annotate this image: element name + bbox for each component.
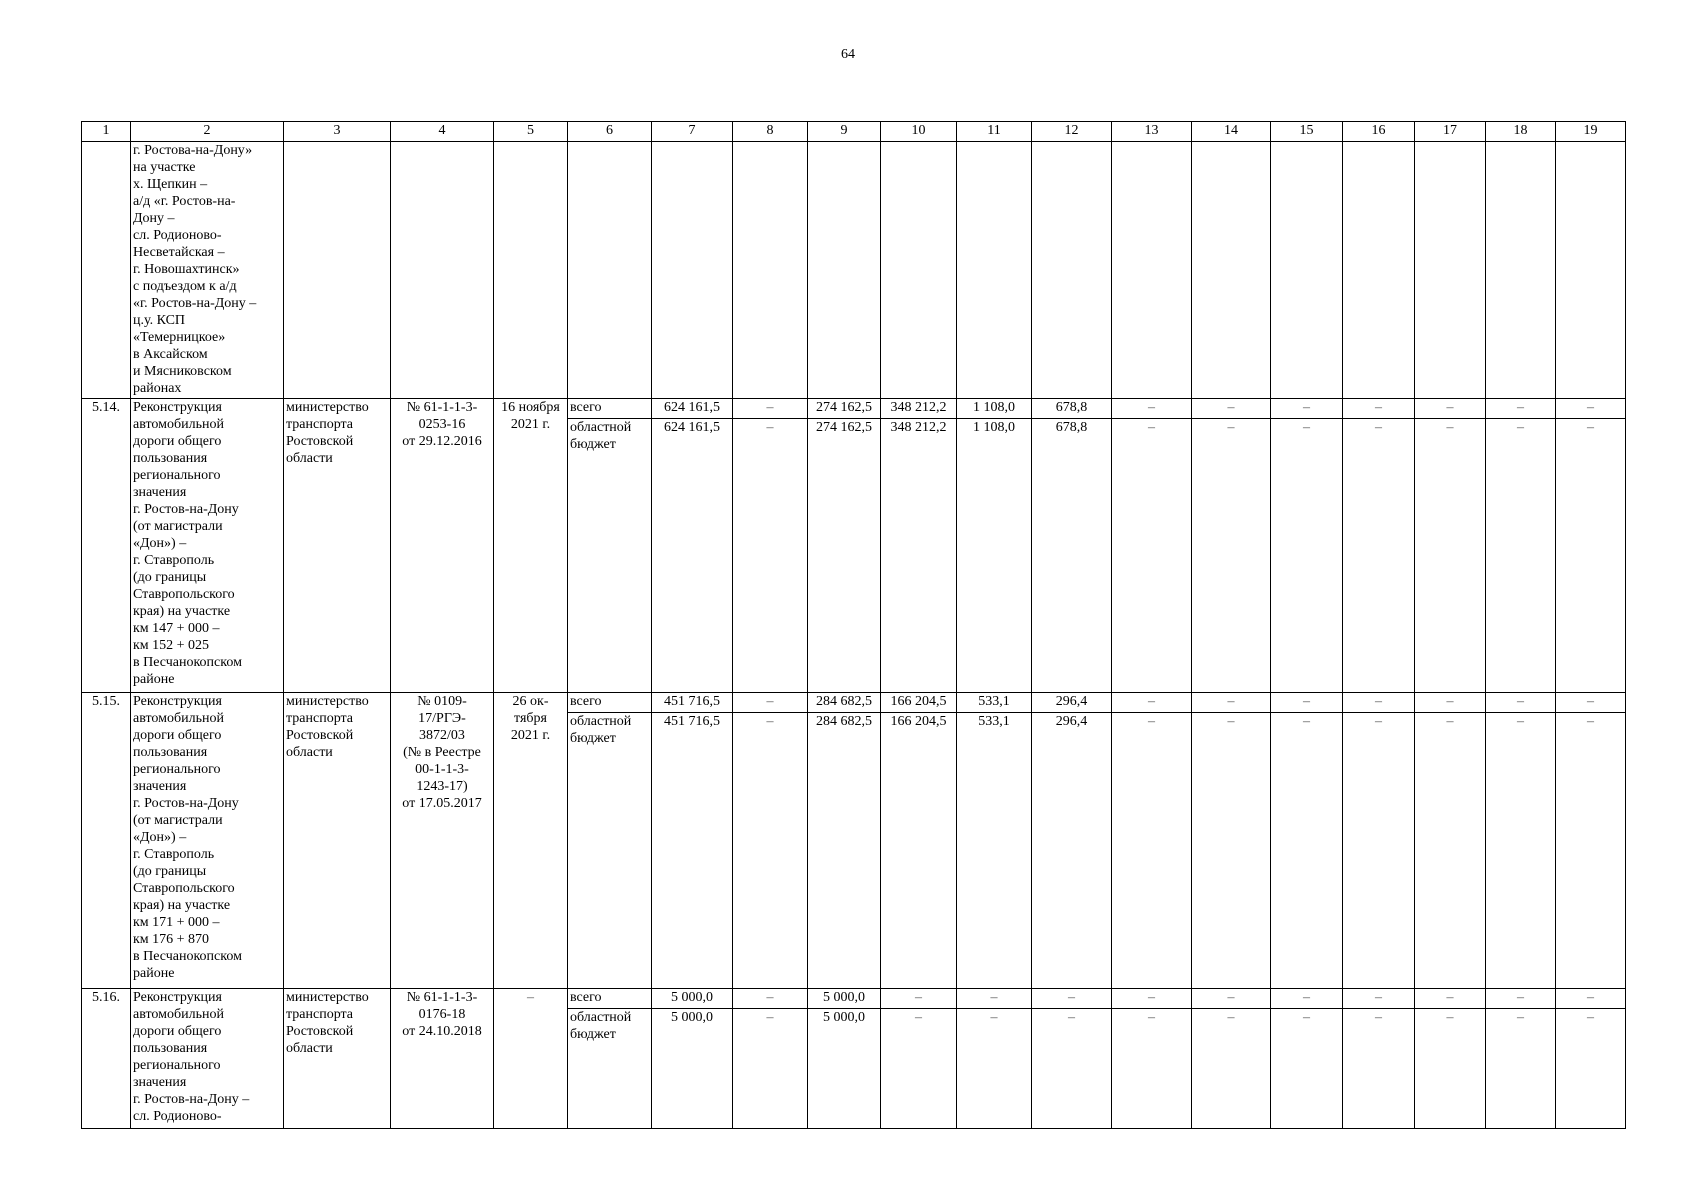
value-cell: 1 108,0 [957, 399, 1032, 419]
column-number-1: 1 [82, 122, 131, 142]
item-number-cell: 5.15. [82, 693, 131, 989]
value-cell: – [1032, 1009, 1112, 1129]
value-cell: 296,4 [1032, 693, 1112, 713]
column-number-5: 5 [494, 122, 568, 142]
value-cell: – [1192, 399, 1271, 419]
empty-cell [1271, 142, 1343, 399]
funding-source-cell: всего [568, 399, 652, 419]
value-cell: – [1556, 989, 1626, 1009]
value-cell: – [1271, 989, 1343, 1009]
column-number-15: 15 [1271, 122, 1343, 142]
empty-cell [568, 142, 652, 399]
table-row [82, 989, 1626, 1009]
continuation-row [82, 142, 1626, 399]
expertise-cell: № 0109- 17/РГЭ- 3872/03 (№ в Реестре 00-1-1-3- 1243-17) от 17.05.2017 [391, 693, 494, 989]
empty-cell [652, 142, 733, 399]
header-row [82, 122, 1626, 142]
value-cell: – [1271, 693, 1343, 713]
value-cell: – [1486, 399, 1556, 419]
column-number-7: 7 [652, 122, 733, 142]
value-cell: – [881, 989, 957, 1009]
empty-cell [1192, 142, 1271, 399]
column-number-6: 6 [568, 122, 652, 142]
value-cell: – [957, 989, 1032, 1009]
value-cell: – [1486, 419, 1556, 693]
empty-cell [1486, 142, 1556, 399]
column-number-12: 12 [1032, 122, 1112, 142]
value-cell: – [881, 1009, 957, 1129]
value-cell: 284 682,5 [808, 693, 881, 713]
budget-table [81, 121, 1626, 1129]
column-number-9: 9 [808, 122, 881, 142]
column-number-4: 4 [391, 122, 494, 142]
value-cell: – [1192, 419, 1271, 693]
value-cell: – [1486, 1009, 1556, 1129]
object-name-cell: Реконструкция автомобильной дороги общего пользования регионального значения г. Ростов-на-Дону – сл. Родионово- [131, 989, 284, 1129]
customer-cell: министерство транспорта Ростовской области [284, 399, 391, 693]
item-number-cell: 5.14. [82, 399, 131, 693]
table-row [82, 693, 1626, 713]
expertise-cell: № 61-1-1-3- 0176-18 от 24.10.2018 [391, 989, 494, 1129]
column-number-14: 14 [1192, 122, 1271, 142]
empty-cell [391, 142, 494, 399]
object-name-cell: г. Ростова-на-Дону» на участке х. Щепкин – а/д «г. Ростов-на- Дону – сл. Родионово- Несветайская – г. Новошахтинск» с подъездом к а/д «г. Ростов-на-Дону – ц.у. КСП «Темерницкое» в Аксайском и Мясниковском районах [131, 142, 284, 399]
empty-cell [808, 142, 881, 399]
value-cell: 1 108,0 [957, 419, 1032, 693]
value-cell: 624 161,5 [652, 419, 733, 693]
funding-source-cell: областной бюджет [568, 1009, 652, 1129]
value-cell: 166 204,5 [881, 693, 957, 713]
value-cell: – [1415, 1009, 1486, 1129]
value-cell: – [1192, 693, 1271, 713]
empty-cell [494, 142, 568, 399]
empty-cell [733, 142, 808, 399]
value-cell: – [1343, 989, 1415, 1009]
value-cell: – [1271, 419, 1343, 693]
value-cell: – [1343, 693, 1415, 713]
column-number-2: 2 [131, 122, 284, 142]
value-cell: – [1112, 419, 1192, 693]
column-number-11: 11 [957, 122, 1032, 142]
object-name-cell: Реконструкция автомобильной дороги общего пользования регионального значения г. Ростов-на-Дону (от магистрали «Дон») – г. Ставрополь (до границы Ставропольского края) на участке км 147 + 000 – км 152 + 025 в Песчанокопском районе [131, 399, 284, 693]
object-name-cell: Реконструкция автомобильной дороги общего пользования регионального значения г. Ростов-на-Дону (от магистрали «Дон») – г. Ставрополь (до границы Ставропольского края) на участке км 171 + 000 – км 176 + 870 в Песчанокопском районе [131, 693, 284, 989]
value-cell: 678,8 [1032, 419, 1112, 693]
value-cell: – [1556, 1009, 1626, 1129]
value-cell: – [1415, 399, 1486, 419]
value-cell: 5 000,0 [808, 989, 881, 1009]
date-cell: – [494, 989, 568, 1129]
value-cell: 451 716,5 [652, 713, 733, 989]
value-cell: – [1556, 713, 1626, 989]
date-cell: 26 ок- тября 2021 г. [494, 693, 568, 989]
value-cell: – [1343, 419, 1415, 693]
value-cell: 5 000,0 [808, 1009, 881, 1129]
funding-source-cell: областной бюджет [568, 713, 652, 989]
empty-cell [1112, 142, 1192, 399]
value-cell: 348 212,2 [881, 419, 957, 693]
date-cell: 16 ноября 2021 г. [494, 399, 568, 693]
value-cell: 533,1 [957, 713, 1032, 989]
column-number-10: 10 [881, 122, 957, 142]
value-cell: – [733, 1009, 808, 1129]
value-cell: – [1112, 1009, 1192, 1129]
value-cell: – [1556, 693, 1626, 713]
value-cell: 274 162,5 [808, 419, 881, 693]
value-cell: – [957, 1009, 1032, 1129]
value-cell: – [1112, 693, 1192, 713]
empty-cell [1415, 142, 1486, 399]
customer-cell: министерство транспорта Ростовской области [284, 693, 391, 989]
empty-cell [881, 142, 957, 399]
value-cell: 533,1 [957, 693, 1032, 713]
value-cell: – [1343, 399, 1415, 419]
empty-cell [284, 142, 391, 399]
column-number-3: 3 [284, 122, 391, 142]
value-cell: 5 000,0 [652, 989, 733, 1009]
column-number-19: 19 [1556, 122, 1626, 142]
empty-cell [957, 142, 1032, 399]
value-cell: – [1192, 713, 1271, 989]
value-cell: – [1112, 713, 1192, 989]
value-cell: – [1415, 713, 1486, 989]
table-row [82, 399, 1626, 419]
value-cell: 348 212,2 [881, 399, 957, 419]
value-cell: – [1032, 989, 1112, 1009]
expertise-cell: № 61-1-1-3- 0253-16 от 29.12.2016 [391, 399, 494, 693]
value-cell: – [1415, 693, 1486, 713]
value-cell: 678,8 [1032, 399, 1112, 419]
value-cell: 5 000,0 [652, 1009, 733, 1129]
value-cell: – [1486, 693, 1556, 713]
value-cell: – [1271, 1009, 1343, 1129]
value-cell: – [1271, 399, 1343, 419]
funding-source-cell: областной бюджет [568, 419, 652, 693]
column-number-8: 8 [733, 122, 808, 142]
value-cell: 274 162,5 [808, 399, 881, 419]
value-cell: – [1415, 419, 1486, 693]
value-cell: – [1415, 989, 1486, 1009]
value-cell: 624 161,5 [652, 399, 733, 419]
column-number-17: 17 [1415, 122, 1486, 142]
column-number-16: 16 [1343, 122, 1415, 142]
value-cell: – [1192, 989, 1271, 1009]
customer-cell: министерство транспорта Ростовской области [284, 989, 391, 1129]
value-cell: – [1271, 713, 1343, 989]
value-cell: – [733, 713, 808, 989]
empty-cell [82, 142, 131, 399]
value-cell: 451 716,5 [652, 693, 733, 713]
value-cell: – [1486, 713, 1556, 989]
value-cell: – [1486, 989, 1556, 1009]
value-cell: – [1556, 419, 1626, 693]
funding-source-cell: всего [568, 693, 652, 713]
value-cell: 166 204,5 [881, 713, 957, 989]
value-cell: – [1112, 399, 1192, 419]
value-cell: – [1343, 1009, 1415, 1129]
empty-cell [1556, 142, 1626, 399]
value-cell: – [733, 419, 808, 693]
column-number-13: 13 [1112, 122, 1192, 142]
value-cell: – [733, 693, 808, 713]
empty-cell [1343, 142, 1415, 399]
column-number-18: 18 [1486, 122, 1556, 142]
empty-cell [1032, 142, 1112, 399]
value-cell: – [1556, 399, 1626, 419]
value-cell: – [1192, 1009, 1271, 1129]
value-cell: – [1112, 989, 1192, 1009]
value-cell: 284 682,5 [808, 713, 881, 989]
value-cell: – [733, 399, 808, 419]
value-cell: 296,4 [1032, 713, 1112, 989]
page-number: 64 [841, 47, 855, 62]
funding-source-cell: всего [568, 989, 652, 1009]
value-cell: – [1343, 713, 1415, 989]
item-number-cell: 5.16. [82, 989, 131, 1129]
value-cell: – [733, 989, 808, 1009]
